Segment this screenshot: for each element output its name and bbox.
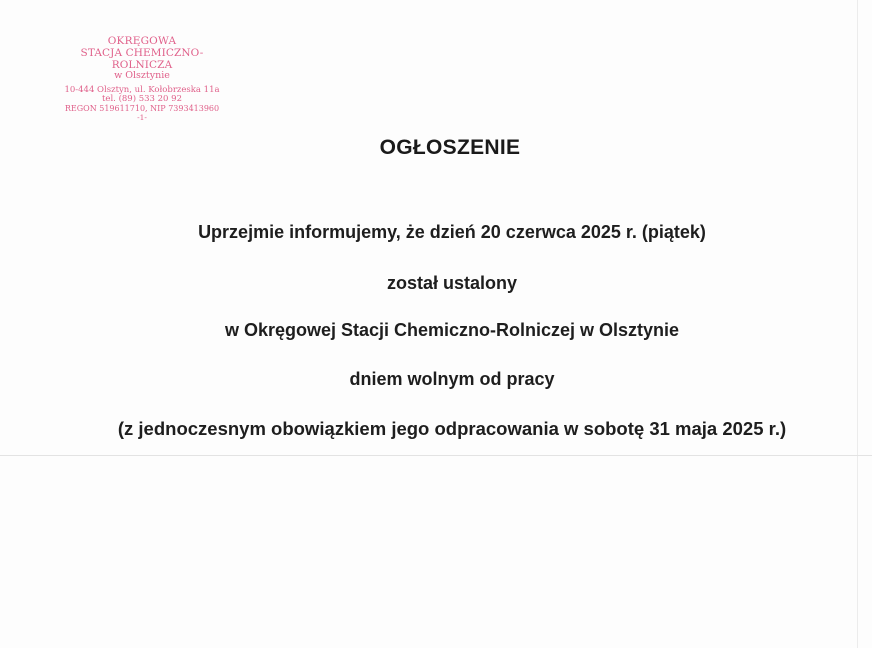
stamp-mark: -1- — [137, 112, 147, 122]
notice-line-5: (z jednoczesnym obowiązkiem jego odpracowania w sobotę 31 maja 2025 r.) — [117, 418, 787, 439]
stamp-phone: tel. (89) 533 20 92 — [102, 94, 182, 105]
stamp-line-1: OKRĘGOWA — [107, 35, 177, 47]
stamp-line-3: w Olsztynie — [114, 70, 170, 82]
notice-line-2: został ustalony — [386, 273, 518, 293]
stamp-line-2: STACJA CHEMICZNO-ROLNICZA — [80, 46, 204, 71]
stamp-address: 10-444 Olsztyn, ul. Kołobrzeska 11a — [64, 84, 220, 95]
fold-line — [0, 455, 872, 456]
stamp-regon-nip: REGON 519611710, NIP 7393413960 — [64, 103, 220, 113]
notice-line-4: dniem wolnym od pracy — [349, 369, 555, 389]
notice-title: OGŁOSZENIE — [379, 136, 521, 159]
notice-line-1: Uprzejmie informujemy, że dzień 20 czerwca 2025 r. (piątek) — [198, 222, 706, 242]
notice-line-3: w Okręgowej Stacji Chemiczno-Rolniczej w Olsztynie — [224, 320, 680, 340]
institution-stamp — [52, 36, 232, 122]
